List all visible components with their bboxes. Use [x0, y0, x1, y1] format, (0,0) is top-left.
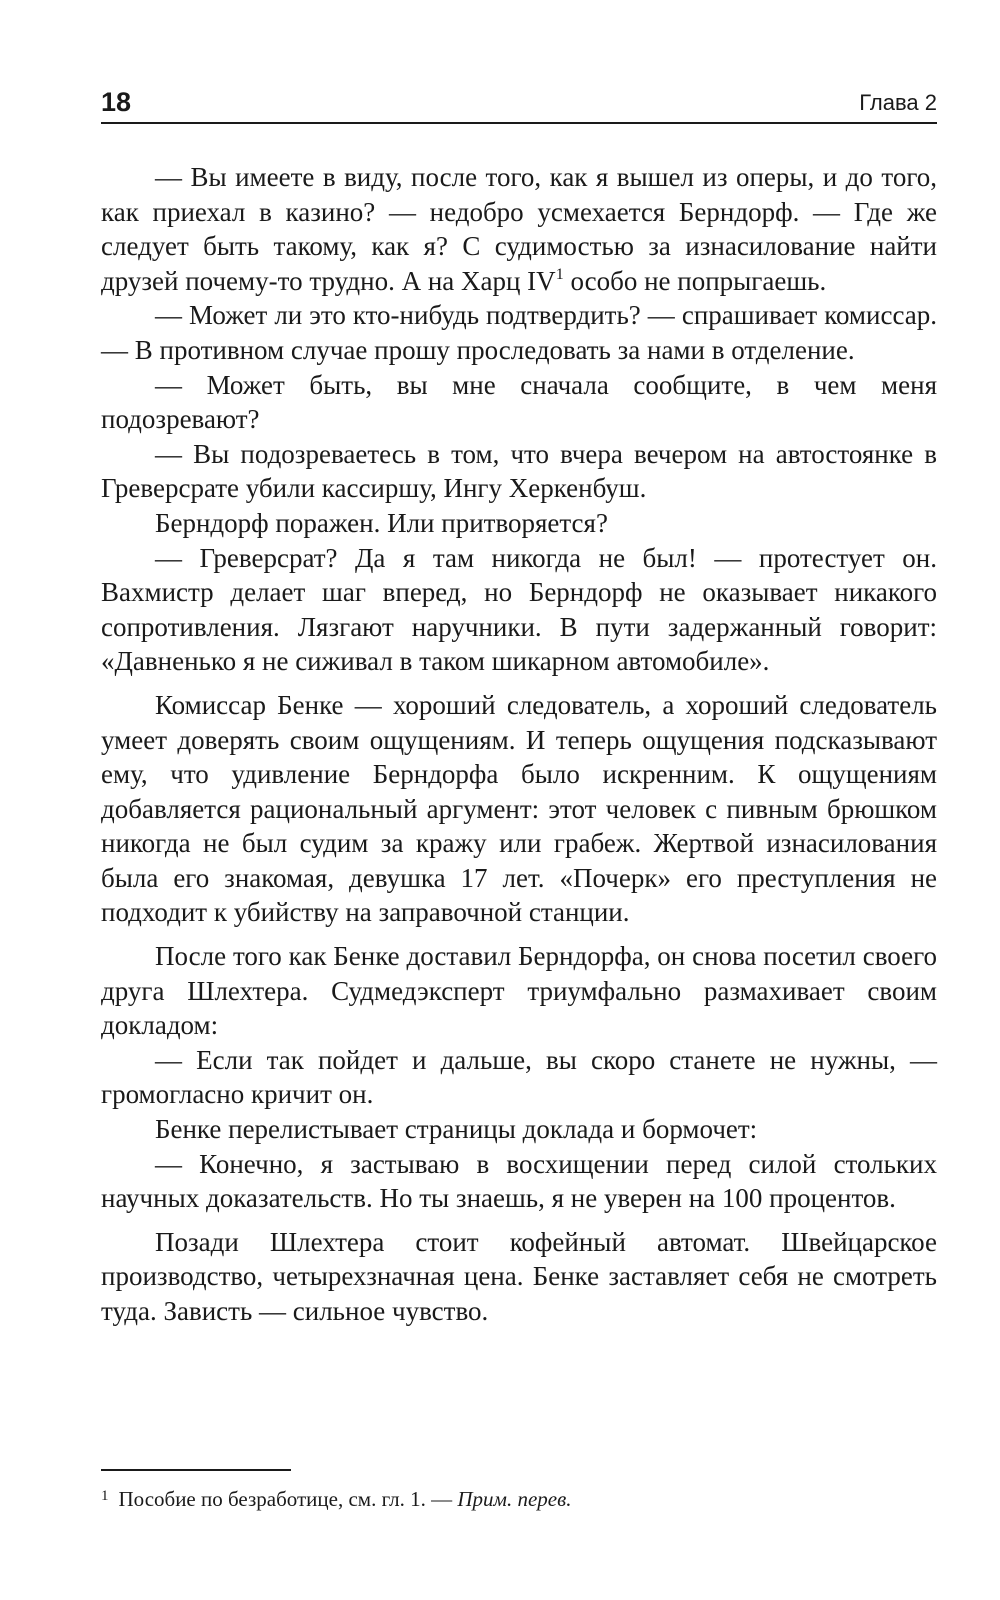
paragraph: Позади Шлехтера стоит кофейный автомат. Швейцарское производство, четырехзначная цена. Бенке заставляет себя не смотреть туда. Зависть — сильное чувство.: [101, 1226, 937, 1326]
paragraph: — Греверсрат? Да я там никогда не был! — протестует он. Вахмистр делает шаг вперед, но Берндорф не оказывает никакого сопротивления. Лязгают наручники. В пути задержанный говорит: «Давненько я не сиживал в таком шикарном автомобиле».: [101, 542, 937, 677]
paragraph-text: особо не попрыгаешь.: [563, 265, 827, 296]
paragraph: Комиссар Бенке — хороший следователь, а хороший следователь умеет доверять своим ощущениям. И теперь ощущения подсказывают ему, что удивление Берндорфа было искренним. К ощущениям добавляется рациональный аргумент: этот человек с пивным брюшком никогда не был судим за кражу или грабеж. Жертвой изнасилования была его знакомая, девушка 17 лет. «Почерк» его преступления не подходит к убийству на заправочной станции.: [101, 689, 937, 928]
body-text: [101, 160, 937, 1329]
paragraph: — Может быть, вы мне сначала сообщите, в чем меня подозревают?: [101, 369, 937, 435]
paragraph: Бенке перелистывает страницы доклада и бормочет:: [155, 1114, 758, 1145]
paragraph: — Вы подозреваетесь в том, что вчера вечером на автостоянке в Греверсрате убили кассиршу, Ингу Херкенбуш.: [101, 438, 937, 504]
paragraph: — Может ли это кто-нибудь подтвердить? — спрашивает комиссар. — В противном случае прошу проследовать за нами в отделение.: [101, 300, 937, 365]
footnote-divider: [101, 1469, 291, 1471]
page-number: 18: [101, 87, 132, 117]
paragraph: — Если так пойдет и дальше, вы скоро станете не нужны, — громогласно кричит он.: [101, 1044, 937, 1110]
footnote-reference: 1: [555, 265, 564, 283]
running-head: [101, 82, 937, 124]
footnote-translator-note: Прим. перев.: [457, 1487, 572, 1511]
footnote-marker: 1: [101, 1488, 109, 1504]
footnote-text: Пособие по безработице, см. гл. 1. —: [118, 1487, 458, 1511]
chapter-title: Глава 2: [859, 90, 937, 115]
paragraph: Берндорф поражен. Или притворяется?: [155, 507, 608, 538]
paragraph: — Конечно, я застываю в восхищении перед силой стольких научных доказательств. Но ты знаешь, я не уверен на 100 процентов.: [101, 1148, 937, 1214]
paragraph: [101, 160, 937, 298]
paragraph-text: — Вы имеете в виду, после того, как я вышел из оперы, и до того, как приехал в казино? — недобро усмехается Берндорф. — Где же следует быть такому, как я? С судимостью за изнасилование найти друзей почему-то трудно. А на Харц IV: [101, 162, 937, 296]
paragraph: После того как Бенке доставил Берндорфа, он снова посетил своего друга Шлехтера. Судмедэксперт триумфально размахивает своим докладом:: [101, 941, 937, 1041]
footnote: [101, 1482, 937, 1513]
